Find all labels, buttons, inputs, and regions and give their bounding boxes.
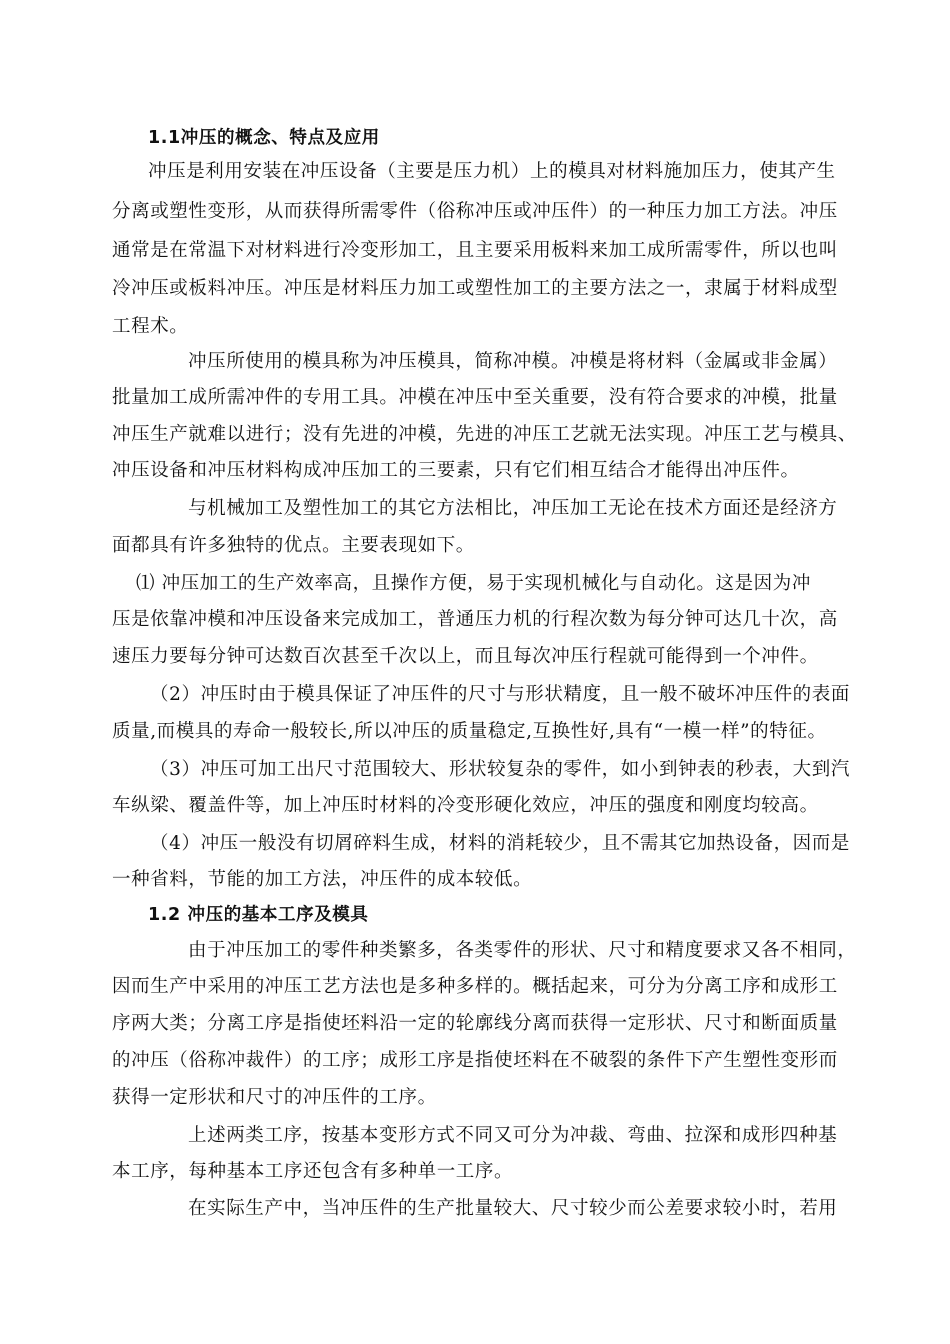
- paragraph-line: 冲压设备和冲压材料构成冲压加工的三要素，只有它们相互结合才能得出冲压件。: [112, 460, 800, 481]
- list-item-line: ⑴ 冲压加工的生产效率高，且操作方便，易于实现机械化与自动化。这是因为冲: [136, 573, 811, 594]
- list-item-line: 一种省料，节能的加工方法，冲压件的成本较低。: [112, 869, 533, 890]
- section-1-1-heading: 1.1冲压的概念、特点及应用: [148, 128, 380, 148]
- list-item-line: （2）冲压时由于模具保证了冲压件的尺寸与形状精度，且一般不破坏冲压件的表面: [150, 684, 850, 705]
- paragraph-line: 冲压所使用的模具称为冲压模具，简称冲模。冲模是将材料（金属或非金属）: [188, 351, 838, 372]
- list-item-line: 速压力要每分钟可达数百次甚至千次以上，而且每次冲压行程就可能得到一个冲件。: [112, 646, 819, 667]
- paragraph-line: 因而生产中采用的冲压工艺方法也是多种多样的。概括起来，可分为分离工序和成形工: [112, 976, 838, 997]
- paragraph-line: 分离或塑性变形，从而获得所需零件（俗称冲压或冲压件）的一种压力加工方法。冲压: [112, 201, 838, 222]
- paragraph-line: 工程术。: [112, 316, 189, 337]
- paragraph-line: 与机械加工及塑性加工的其它方法相比，冲压加工无论在技术方面还是经济方: [188, 498, 838, 519]
- paragraph-line: 本工序，每种基本工序还包含有多种单一工序。: [112, 1161, 514, 1182]
- paragraph-line: 在实际生产中，当冲压件的生产批量较大、尺寸较少而公差要求较小时，若用: [188, 1198, 838, 1219]
- paragraph-line: 上述两类工序，按基本变形方式不同又可分为冲裁、弯曲、拉深和成形四种基: [188, 1125, 838, 1146]
- list-item-line: 车纵梁、覆盖件等，加上冲压时材料的冷变形硬化效应，冲压的强度和刚度均较高。: [112, 795, 819, 816]
- list-item-line: 质量,而模具的寿命一般较长,所以冲压的质量稳定,互换性好,具有“一模一样”的特征。: [112, 721, 827, 742]
- paragraph-line: 冷冲压或板料冲压。冲压是材料压力加工或塑性加工的主要方法之一，隶属于材料成型: [112, 278, 838, 299]
- paragraph-line: 冲压生产就难以进行；没有先进的冲模，先进的冲压工艺就无法实现。冲压工艺与模具、: [112, 424, 857, 445]
- paragraph-line: 由于冲压加工的零件种类繁多，各类零件的形状、尺寸和精度要求又各不相同，: [188, 940, 857, 961]
- paragraph-line: 批量加工成所需冲件的专用工具。冲模在冲压中至关重要，没有符合要求的冲模，批量: [112, 387, 838, 408]
- paragraph-line: 冲压是利用安装在冲压设备（主要是压力机）上的模具对材料施加压力，使其产生: [148, 161, 836, 182]
- list-item-line: （3）冲压可加工出尺寸范围较大、形状较复杂的零件，如小到钟表的秒表，大到汽: [150, 759, 850, 780]
- paragraph-line: 的冲压（俗称冲裁件）的工序；成形工序是指使坯料在不破裂的条件下产生塑性变形而: [112, 1050, 838, 1071]
- paragraph-line: 通常是在常温下对材料进行冷变形加工，且主要采用板料来加工成所需零件，所以也叫: [112, 240, 838, 261]
- list-item-line: 压是依靠冲模和冲压设备来完成加工，普通压力机的行程次数为每分钟可达几十次，高: [112, 609, 838, 630]
- paragraph-line: 序两大类；分离工序是指使坯料沿一定的轮廓线分离而获得一定形状、尺寸和断面质量: [112, 1013, 838, 1034]
- list-item-line: （4）冲压一般没有切屑碎料生成，材料的消耗较少，且不需其它加热设备，因而是: [150, 833, 850, 854]
- section-1-2-heading: 1.2 冲压的基本工序及模具: [148, 905, 369, 925]
- paragraph-line: 面都具有许多独特的优点。主要表现如下。: [112, 535, 475, 556]
- paragraph-line: 获得一定形状和尺寸的冲压件的工序。: [112, 1087, 437, 1108]
